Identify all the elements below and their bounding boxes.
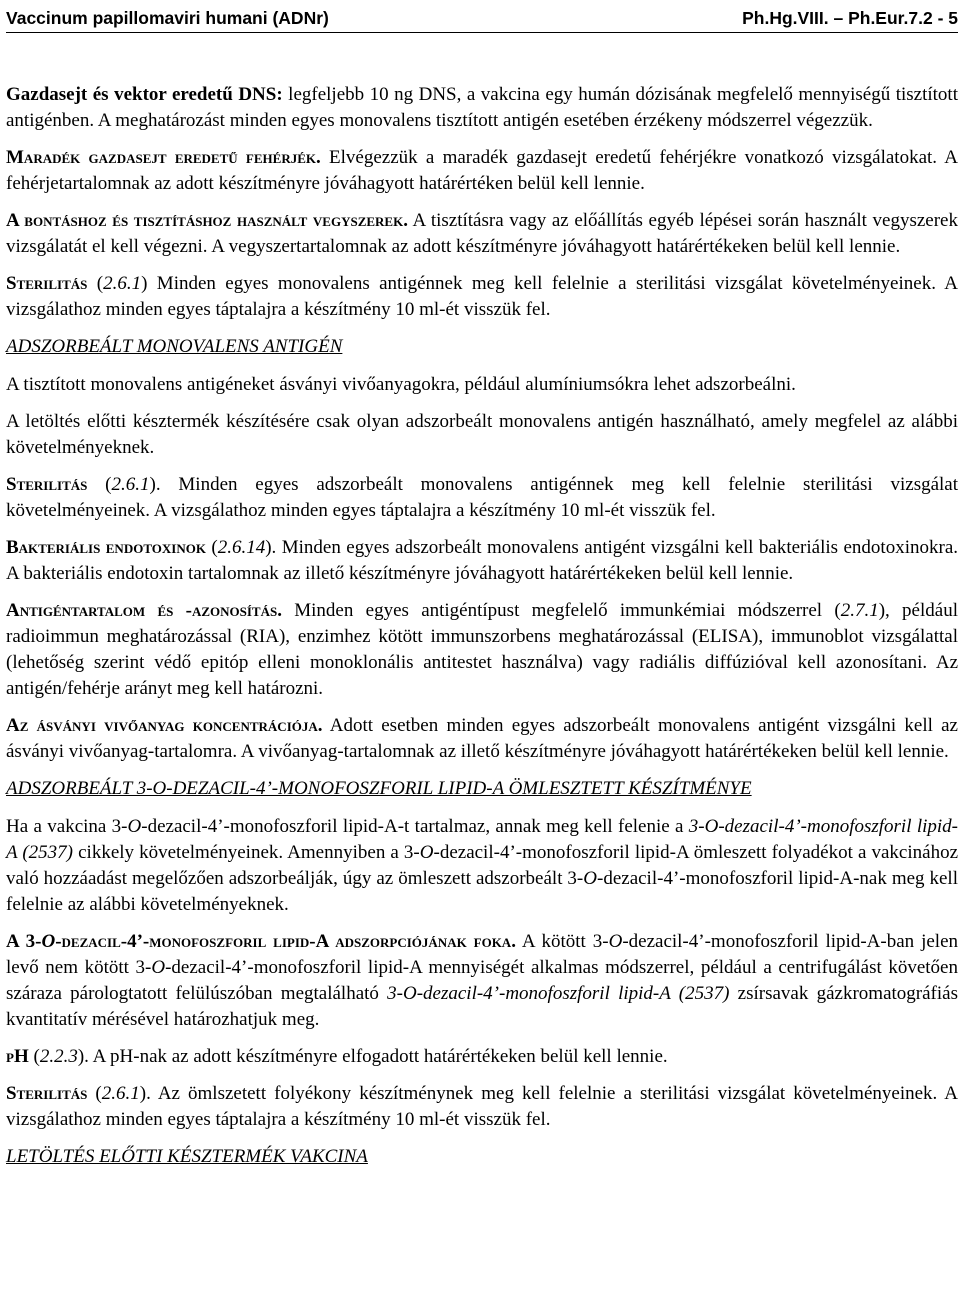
- paragraph-text: Elvégezzük a maradék gazdasejt eredetű fehérjékre vonatkozó vizsgálatokat. A fehérjetartalomnak az adott készítményre jóváhagyott határértéken belül kell lennie.: [6, 147, 958, 194]
- paragraph-usage: A letöltés előtti késztermék készítésére csak olyan adszorbeált monovalens antigén használható, amely megfelel az alábbi követelményeknek.: [6, 411, 958, 458]
- header-rule: [6, 32, 958, 33]
- paragraph-text: A pH-nak az adott készítményre elfogadott határértékeken belül kell lennie.: [88, 1046, 668, 1067]
- paragraph-mpl-intro: Ha a vakcina 3-O-dezacil-4’-monofoszforil lipid-A-t tartalmaz, annak meg kell felenie a 3-O-dezacil-4’-monofoszforil lipid-A (2537) cikkely követelményeinek. Amennyiben a 3-O-dezacil-4’-monofoszforil lipid-A ömleszett folyadékot a vakcinához való hozzáadást megelőzően adszorbeálják, úgy az ömleszett adszorbeált 3-O-dezacil-4’-monofoszforil lipid-A-nak meg kell felelnie az alábbi követelményeknek.: [6, 816, 959, 915]
- paragraph-lead: A bontáshoz és tisztításhoz használt vegyszerek.: [6, 210, 408, 231]
- paragraph-lead: pH: [6, 1046, 29, 1067]
- paragraph-text: A tisztításra vagy az előállítás egyéb lépései során használt vegyszerek vizsgálatát el kell végezni. A vegyszertartalomnak az adott készítményre jóváhagyott határértékeken belül kell lennie.: [6, 210, 958, 257]
- header-reference: Ph.Hg.VIII. – Ph.Eur.7.2 - 5: [742, 8, 958, 28]
- paragraph-antigen-content: Antigéntartalom és -azonosítás. Minden egyes antigéntípust megfelelő immunkémiai módszerrel (2.7.1), például radioimmun meghatározással (RIA), enzimhez kötött immunszorbens meghatározással (ELISA), immunoblot vizsgálattal (lehetőség szerint védő epitóp elleni monoklonális antitestet használva) vagy radiális diffúzióval kell azonosítani. Az antigén/fehérje arányt meg kell határozni.: [6, 600, 958, 699]
- paragraph-lead: Sterilitás: [6, 273, 88, 294]
- paragraph-lead: Sterilitás: [6, 1083, 88, 1104]
- paragraph-endotoxins: Bakteriális endotoxinok (2.6.14). Minden egyes adszorbeált monovalens antigént vizsgálni kell bakteriális endotoxinokra. A bakteriális endotoxin tartalomnak az illető készítményre jóváhagyott határértékeken belül kell lennie.: [6, 537, 958, 584]
- running-header: [6, 8, 958, 34]
- paragraph-text: Adott esetben minden egyes adszorbeált monovalens antigént vizsgálni kell az ásványi vivőanyag-tartalomra. A vivőanyag-tartalomnak az illető készítményre jóváhagyott határértékeken belül kell lennie.: [6, 715, 958, 762]
- paragraph-sterility-bulk: Sterilitás (2.6.1). Az ömlszetett folyékony készítménynek meg kell felelnie a sterilitási vizsgálat követelményeinek. A vizsgálathoz minden egyes táptalajra a készítmény 10 ml-ét visszük fel.: [6, 1083, 959, 1130]
- paragraph-text: Minden egyes adszorbeált monovalens antigént vizsgálni kell bakteriális endotoxinokra. A bakteriális endotoxin tartalomnak az illető készítményre jóváhagyott határértékeken belül kell lennie.: [6, 537, 958, 584]
- paragraph-reagents: [6, 208, 958, 260]
- paragraph-sterility: Sterilitás (2.6.1) Minden egyes monovalens antigénnek meg kell felelnie a sterilitási vizsgálat követelményeinek. A vizsgálathoz minden egyes táptalajra a készítmény 10 ml-ét visszük fel.: [6, 273, 959, 320]
- method-reference: 2.2.3: [39, 1046, 78, 1067]
- paragraph-lead: Az ásványi vivőanyag koncentrációja.: [6, 715, 323, 736]
- paragraph-text: Az ömlszetett folyékony készítménynek meg kell felelnie a sterilitási vizsgálat követelményeinek. A vizsgálathoz minden egyes táptalajra a készítmény 10 ml-ét visszük fel.: [6, 1083, 959, 1130]
- method-reference: 2.6.14: [217, 537, 266, 558]
- paragraph-text: legfeljebb 10 ng DNS, a vakcina egy humán dózisának megfelelő mennyiségű tisztított antigénben. A meghatározást minden egyes monovalens tisztított antigén esetében érzékeny módszerrel végezzük.: [6, 84, 958, 131]
- paragraph-ph: pH (2.2.3). A pH-nak az adott készítményre elfogadott határértékeken belül kell lennie.: [6, 1046, 668, 1067]
- paragraph-lead: A 3-O-dezacil-4’-monofoszforil lipid-A adszorpciójának foka.: [6, 931, 516, 952]
- paragraph-lead: Maradék gazdasejt eredetű fehérjék.: [6, 147, 321, 168]
- method-reference: 2.6.1: [111, 474, 150, 495]
- section-heading-final-bulk: LETÖLTÉS ELŐTTI KÉSZTERMÉK VAKCINA: [6, 1146, 368, 1167]
- paragraph-adsorption: A tisztított monovalens antigéneket ásványi vivőanyagokra, például alumíniumsókra lehet adszorbeálni.: [6, 374, 796, 395]
- paragraph-host-proteins: [6, 145, 958, 197]
- method-reference: 2.6.1: [101, 1083, 140, 1104]
- document-page: [6, 0, 958, 1182]
- paragraph-sterility-adsorbed: Sterilitás (2.6.1). Minden egyes adszorbeált monovalens antigénnek meg kell felelnie sterilitási vizsgálat követelményeinek. A vizsgálathoz minden egyes táptalajra a készítmény 10 ml-ét visszük fel.: [6, 474, 959, 521]
- header-title: Vaccinum papillomaviri humani (ADNr): [6, 8, 329, 28]
- monograph-reference: 3-O-dezacil-4’-monofoszforil lipid-A (2537): [387, 983, 730, 1004]
- monograph-reference: 3-O-dezacil-4’-monofoszforil lipid-A (2537): [6, 816, 958, 863]
- paragraph-lead: Sterilitás: [6, 474, 88, 495]
- paragraph-text: Minden egyes adszorbeált monovalens antigénnek meg kell felelnie sterilitási vizsgálat követelményeinek. A vizsgálathoz minden egyes táptalajra a készítmény 10 ml-ét visszük fel.: [6, 474, 959, 521]
- section-heading-mpl-bulk: ADSZORBEÁLT 3-O-DEZACIL-4’-MONOFOSZFORIL LIPID-A ÖMLESZTETT KÉSZÍTMÉNYE: [6, 778, 752, 799]
- paragraph-text: Minden egyes monovalens antigénnek meg kell felelnie a sterilitási vizsgálat követelményeinek. A vizsgálathoz minden egyes táptalajra a készítmény 10 ml-ét visszük fel.: [6, 273, 959, 320]
- section-heading-adsorbed-antigen: ADSZORBEÁLT MONOVALENS ANTIGÉN: [6, 336, 343, 357]
- paragraph-lead: Bakteriális endotoxinok: [6, 537, 206, 558]
- paragraph-host-dna: [6, 82, 958, 134]
- paragraph-mpl-adsorption: A 3-O-dezacil-4’-monofoszforil lipid-A adszorpciójának foka. A kötött 3-O-dezacil-4’-monofoszforil lipid-A-ban jelen levő nem kötött 3-O-dezacil-4’-monofoszforil lipid-A mennyiségét alkalmas módszerrel, például a centrifugálást követően száraza párologtatott felülúszóban megtalálható 3-O-dezacil-4’-monofoszforil lipid-A (2537) zsírsavak gázkromatográfiás kvantitatív mérésével határozhatjuk meg.: [6, 931, 959, 1030]
- paragraph-lead: Gazdasejt és vektor eredetű DNS:: [6, 84, 283, 105]
- paragraph-lead: Antigéntartalom és -azonosítás.: [6, 600, 282, 621]
- method-reference: 2.7.1: [840, 600, 879, 621]
- paragraph-carrier-concentration: [6, 713, 958, 765]
- method-reference: 2.6.1: [103, 273, 142, 294]
